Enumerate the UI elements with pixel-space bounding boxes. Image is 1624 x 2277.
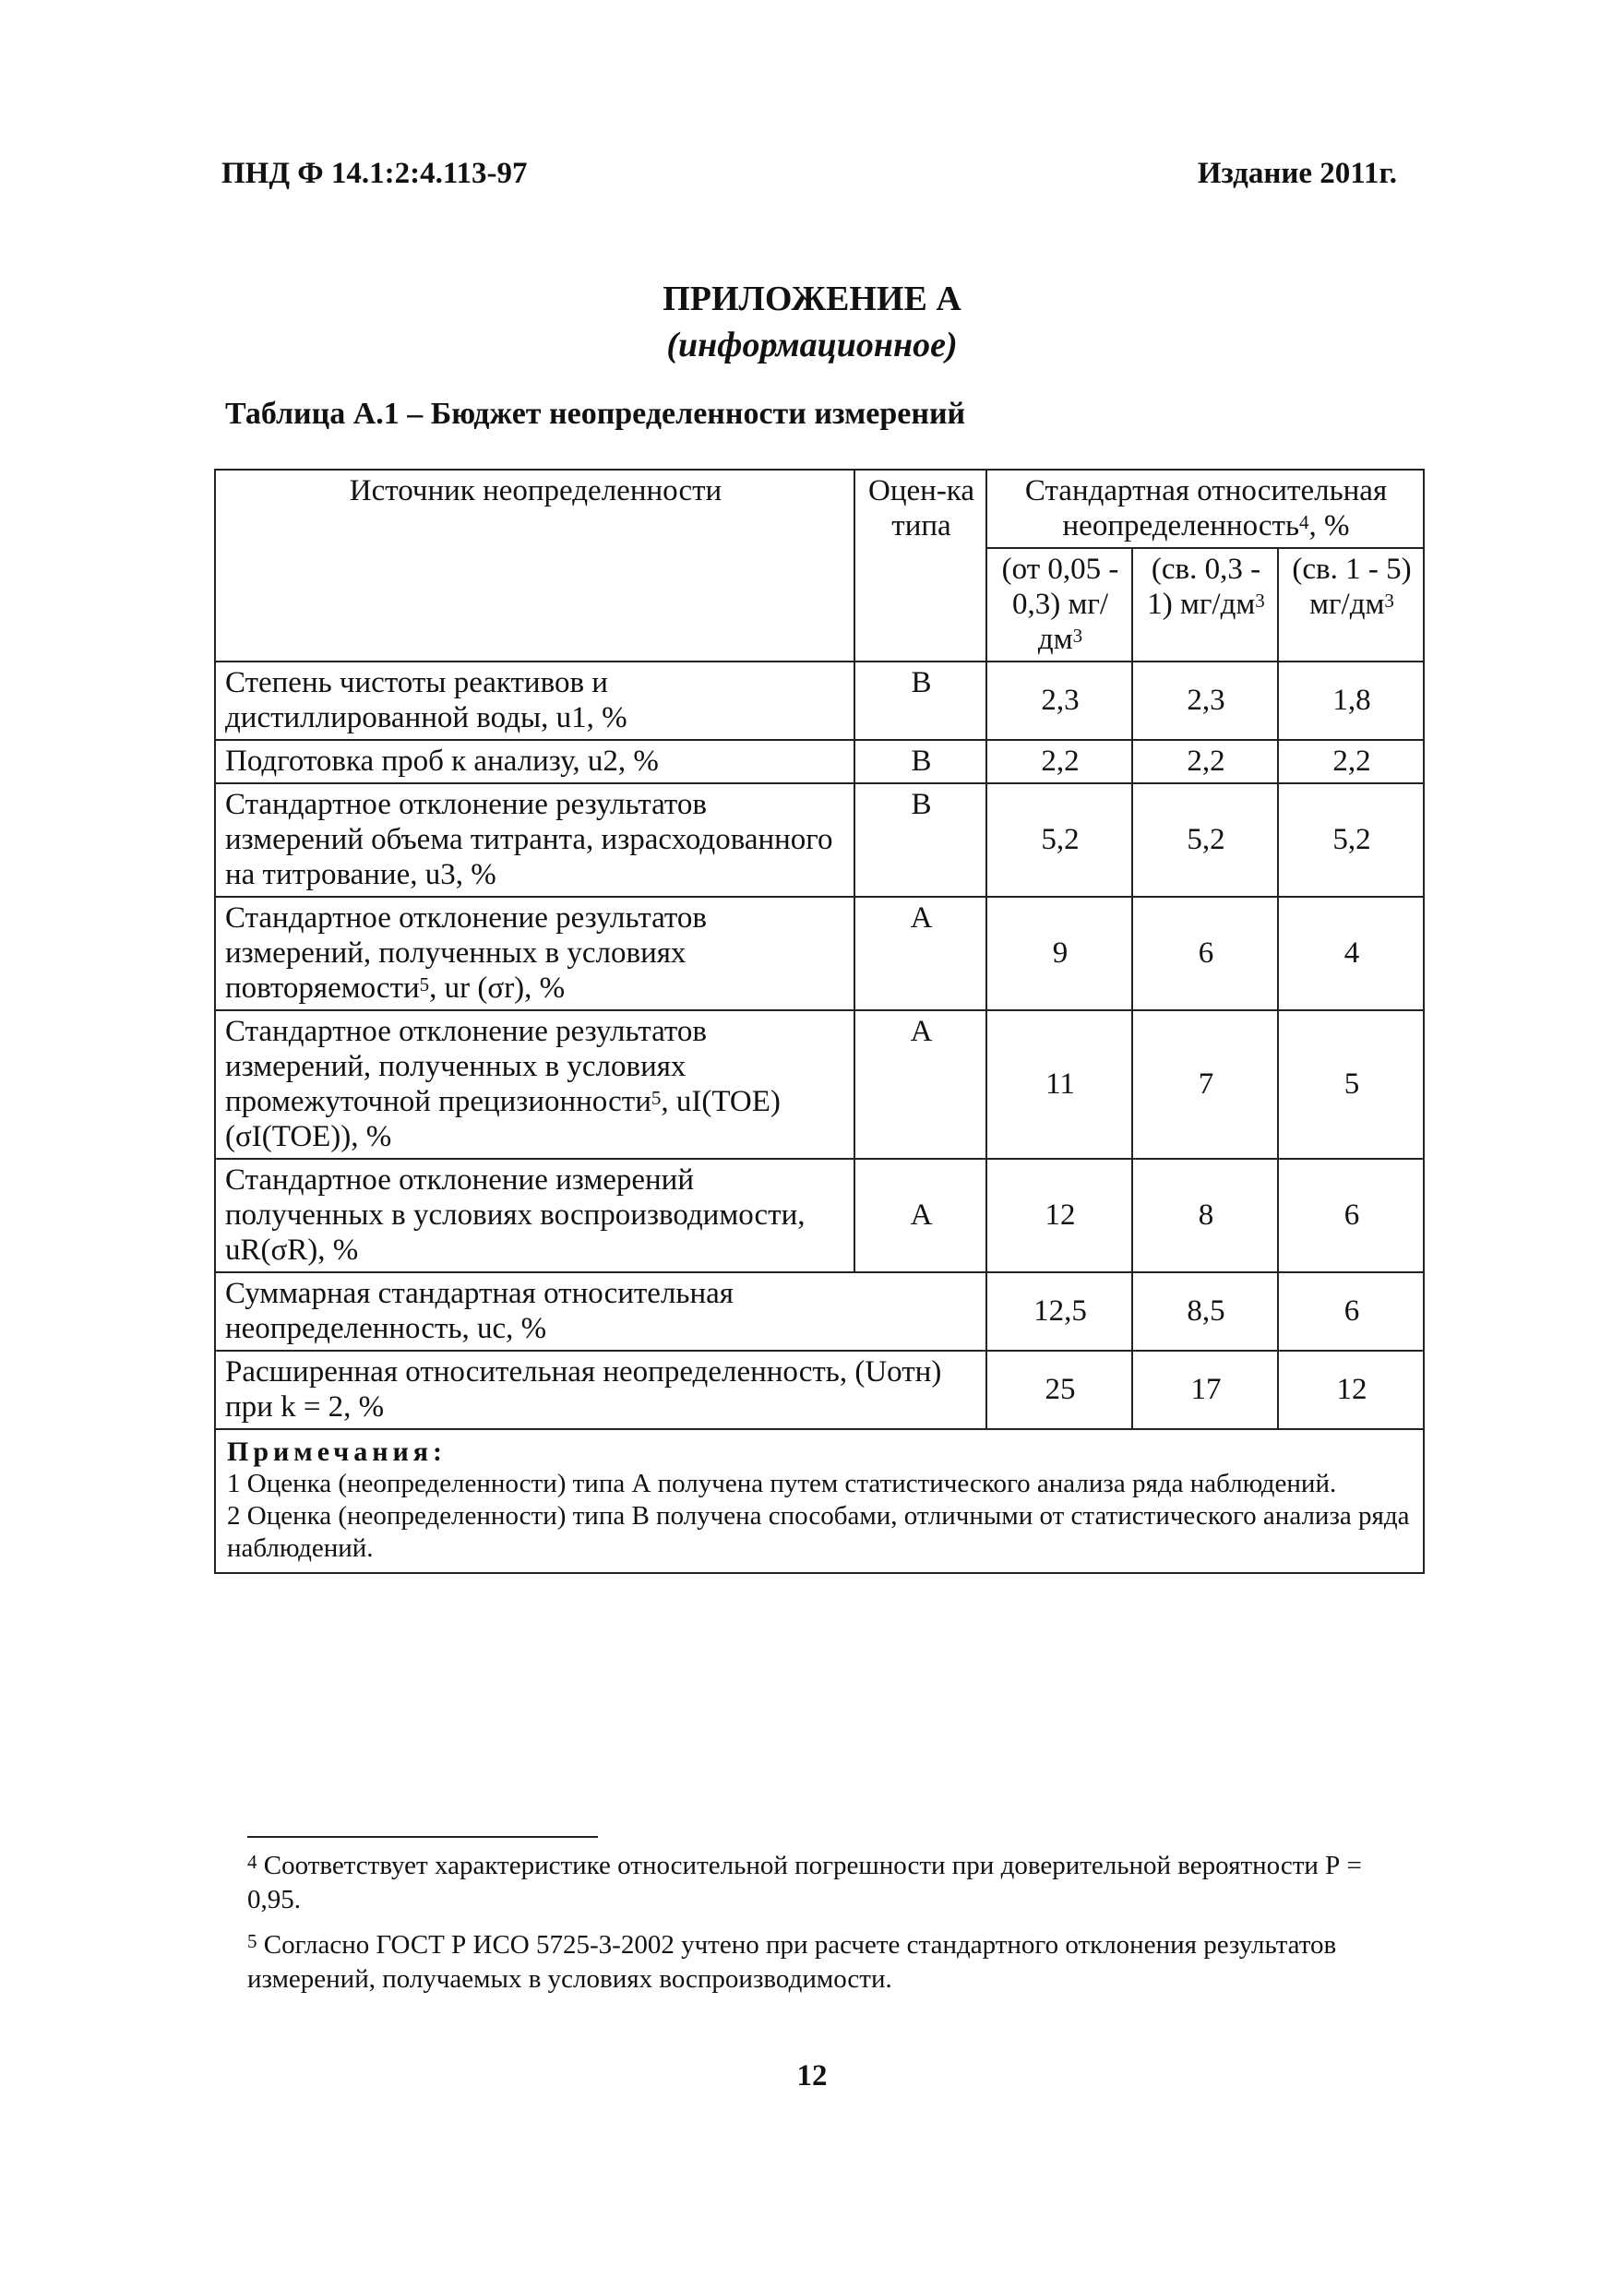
row-value: 7: [1132, 1010, 1278, 1159]
row-value: 6: [1278, 1159, 1424, 1272]
edition-label: Издание 2011г.: [1197, 157, 1397, 190]
table-header-row: [215, 470, 1424, 548]
footnote-text: Согласно ГОСТ Р ИСО 5725-3-2002 учтено при расчете стандартного отклонения результатов измерений, получаемых в условиях воспроизводимости.: [247, 1930, 1337, 1994]
range-sup: 3: [1072, 625, 1083, 647]
footnote-divider: [247, 1836, 598, 1838]
row-value: 9: [986, 897, 1132, 1010]
row-source: Стандартное отклонение измерений полученных в условиях воспроизводимости, uR(σR), %: [215, 1159, 854, 1272]
uncertainty-budget-table: [214, 469, 1425, 1574]
header-type: Оцен-ка типа: [854, 470, 986, 662]
footnote-mark: 5: [247, 1930, 257, 1952]
header-source: Источник неопределенности: [215, 470, 854, 662]
range-sup: 3: [1255, 590, 1265, 612]
note-item: 2 Оценка (неопределенности) типа В получена способами, отличными от статистического анализа ряда наблюдений.: [227, 1501, 1410, 1563]
row-value: 5: [1278, 1010, 1424, 1159]
summary-value: 25: [986, 1351, 1132, 1429]
row-source: [215, 1010, 854, 1159]
range-header: [986, 548, 1132, 662]
row-value: 2,2: [986, 740, 1132, 783]
table-row: [215, 740, 1424, 783]
summary-label: Расширенная относительная неопределенность, (Uотн) при k = 2, %: [215, 1351, 986, 1429]
notes-cell: [215, 1429, 1424, 1573]
summary-value: 12,5: [986, 1272, 1132, 1351]
row-value: 2,3: [986, 662, 1132, 740]
row-source: Степень чистоты реактивов и дистиллированной воды, u1, %: [215, 662, 854, 740]
footnote-text: Соответствует характеристике относительной погрешности при доверительной вероятности Р = 0,95.: [247, 1851, 1362, 1914]
table-row: [215, 662, 1424, 740]
footnote-mark: 4: [247, 1851, 257, 1873]
row-value: 2,2: [1132, 740, 1278, 783]
row-value: 11: [986, 1010, 1132, 1159]
row-value: 4: [1278, 897, 1424, 1010]
row-source-tail: , ur (σr), %: [429, 972, 566, 1005]
row-source-text: Стандартное отклонение результатов измерений, полученных в условиях промежуточной прецизионности: [225, 1015, 707, 1118]
row-value: 8: [1132, 1159, 1278, 1272]
row-value: 12: [986, 1159, 1132, 1272]
header-std-rel-unit: , %: [1308, 509, 1350, 542]
range-text: (от 0,05 - 0,3) мг/дм: [1001, 553, 1119, 656]
range-header: [1278, 548, 1424, 662]
row-value: 5,2: [1278, 783, 1424, 897]
row-source-tail: , uI(TOE) (σI(TOE)), %: [225, 1085, 781, 1153]
row-value: 5,2: [986, 783, 1132, 897]
row-value: 2,2: [1278, 740, 1424, 783]
table-row: [215, 897, 1424, 1010]
row-value: 1,8: [1278, 662, 1424, 740]
range-text: (св. 0,3 - 1) мг/дм: [1147, 553, 1261, 621]
notes-row: [215, 1429, 1424, 1573]
summary-row: [215, 1272, 1424, 1351]
note-item: 1 Оценка (неопределенности) типа А получена путем статистического анализа ряда наблюдений.: [227, 1469, 1337, 1498]
row-type: В: [854, 662, 986, 740]
summary-label: Суммарная стандартная относительная неопределенность, uc, %: [215, 1272, 986, 1351]
table-row: [215, 1010, 1424, 1159]
table-caption: Таблица А.1 – Бюджет неопределенности измерений: [225, 397, 966, 431]
summary-row: [215, 1351, 1424, 1429]
footnote-ref: 4: [1299, 511, 1309, 533]
row-source: Подготовка проб к анализу, u2, %: [215, 740, 854, 783]
footnote-ref: 5: [419, 973, 430, 995]
row-type: В: [854, 740, 986, 783]
footnote: [247, 1928, 1419, 1997]
row-type: А: [854, 1010, 986, 1159]
summary-value: 8,5: [1132, 1272, 1278, 1351]
summary-value: 6: [1278, 1272, 1424, 1351]
row-source: [215, 897, 854, 1010]
row-value: 5,2: [1132, 783, 1278, 897]
notes-heading: Примечания:: [227, 1437, 448, 1467]
range-text: (св. 1 - 5) мг/дм: [1292, 553, 1412, 621]
row-type: В: [854, 783, 986, 897]
document-code: ПНД Ф 14.1:2:4.113-97: [221, 157, 528, 190]
appendix-title: ПРИЛОЖЕНИЕ А: [663, 280, 961, 318]
table-row: [215, 1159, 1424, 1272]
row-value: 2,3: [1132, 662, 1278, 740]
row-value: 6: [1132, 897, 1278, 1010]
range-sup: 3: [1384, 590, 1394, 612]
range-header: [1132, 548, 1278, 662]
page-number: 12: [796, 2059, 828, 2092]
summary-value: 12: [1278, 1351, 1424, 1429]
row-type: А: [854, 1159, 986, 1272]
appendix-subtitle: (информационное): [666, 326, 958, 364]
table-row: [215, 783, 1424, 897]
footnote-ref: 5: [651, 1087, 662, 1109]
summary-value: 17: [1132, 1351, 1278, 1429]
row-source: Стандартное отклонение результатов измерений объема титранта, израсходованного на титрование, u3, %: [215, 783, 854, 897]
footnote: [247, 1849, 1419, 1917]
header-std-rel-text: Стандартная относительная неопределенность: [1024, 474, 1388, 542]
header-std-rel: [986, 470, 1424, 548]
row-type: А: [854, 897, 986, 1010]
row-source-text: Стандартное отклонение результатов измерений, полученных в условиях повторяемости: [225, 901, 707, 1005]
